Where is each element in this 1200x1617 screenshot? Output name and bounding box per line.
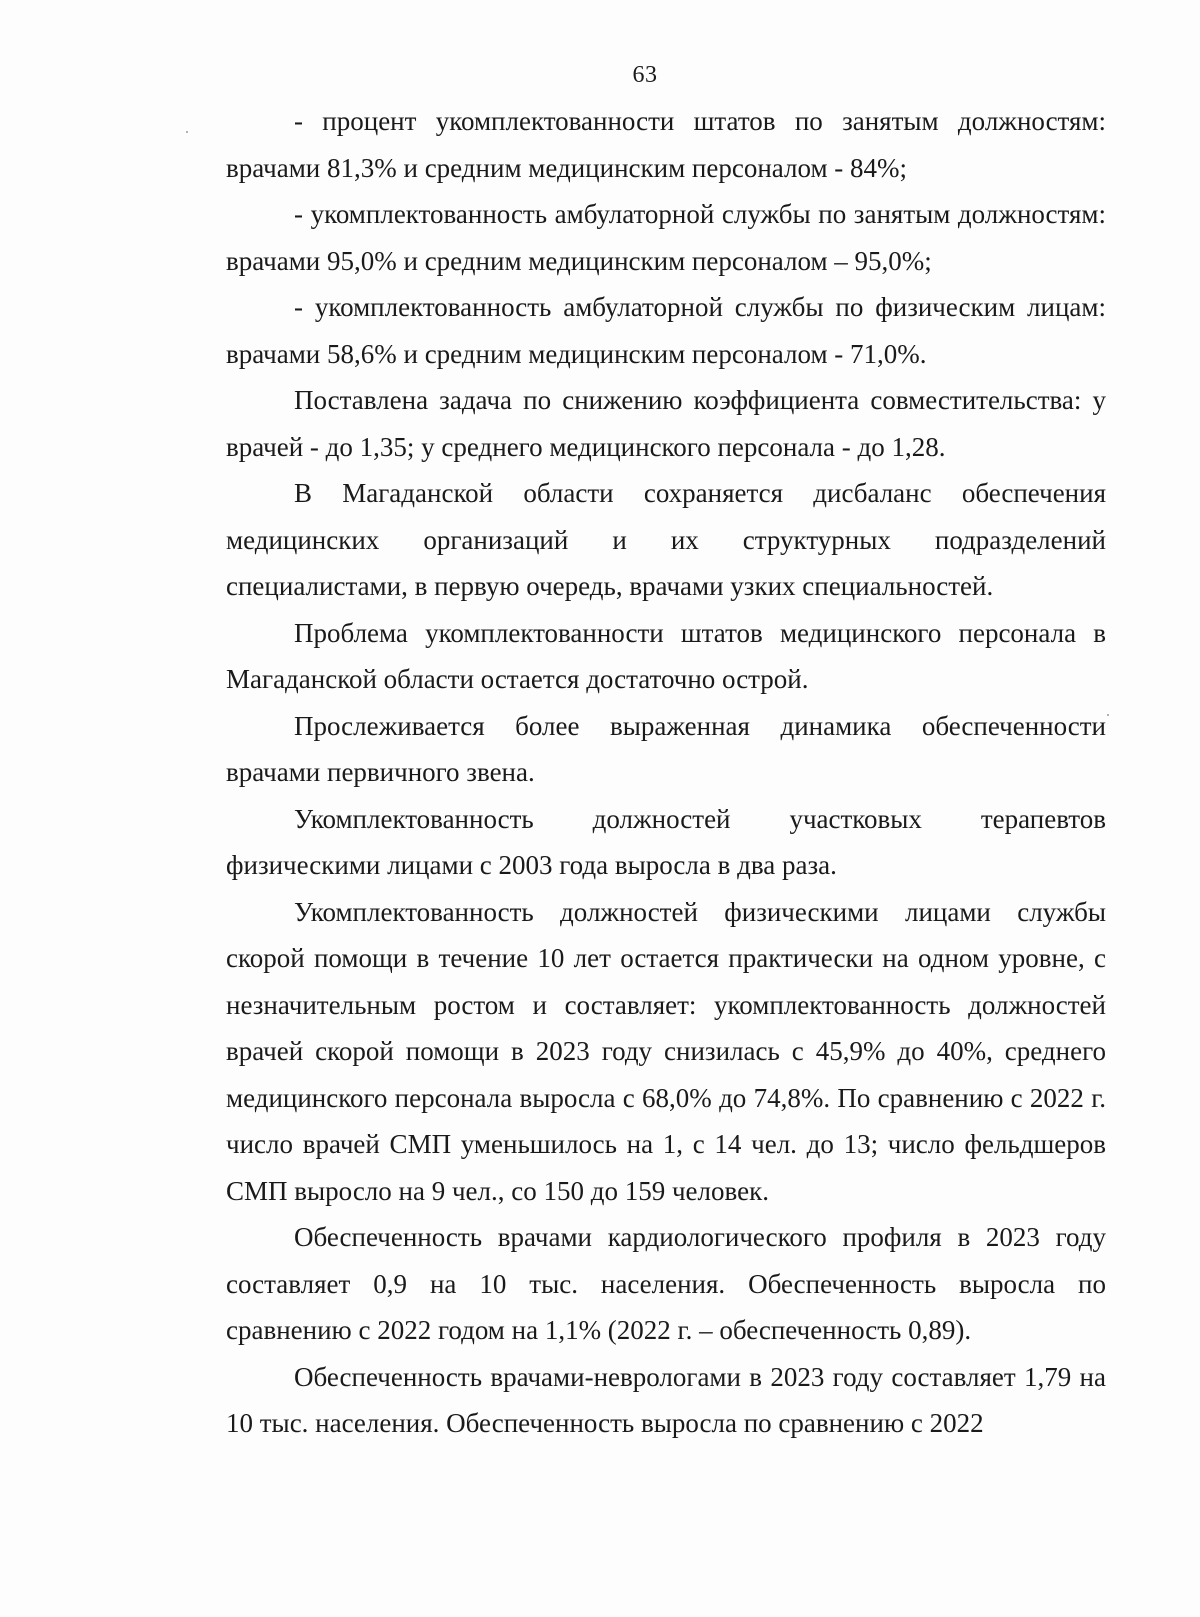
scan-speck <box>1107 714 1109 716</box>
page-number: 63 <box>632 62 658 88</box>
body-text <box>226 98 1106 1447</box>
scan-speck <box>186 131 188 133</box>
paragraph: Поставлена задача по снижению коэффициента совместительства: у врачей - до 1,35; у среднего медицинского персонала - до 1,28. <box>226 385 1106 462</box>
paragraph: - процент укомплектованности штатов по занятым должностям: врачами 81,3% и средним медицинским персоналом - 84%; <box>226 106 1106 183</box>
paragraph: Укомплектованность должностей физическими лицами службы скорой помощи в течение 10 лет остается практически на одном уровне, с незначительным ростом и составляет: укомплектованность должностей врачей скорой помощи в 2023 году снизилась с 45,9% до 40%, среднего медицинского персонала выросла с 68,0% до 74,8%. По сравнению с 2022 г. число врачей СМП уменьшилось на 1, с 14 чел. до 13; число фельдшеров СМП выросло на 9 чел., со 150 до 159 человек. <box>226 896 1106 1206</box>
paragraph: В Магаданской области сохраняется дисбаланс обеспечения медицинских организаций и их структурных подразделений специалистами, в первую очередь, врачами узких специальностей. <box>226 478 1106 601</box>
paragraph: Обеспеченность врачами кардиологического профиля в 2023 году составляет 0,9 на 10 тыс. населения. Обеспеченность выросла по сравнению с 2022 годом на 1,1% (2022 г. – обеспеченность 0,89). <box>226 1222 1106 1345</box>
paragraph: Прослеживается более выраженная динамика обеспеченности врачами первичного звена. <box>226 710 1106 787</box>
paragraph: - укомплектованность амбулаторной службы по занятым должностям: врачами 95,0% и средним медицинским персоналом – 95,0%; <box>226 199 1106 276</box>
paragraph: Проблема укомплектованности штатов медицинского персонала в Магаданской области остается достаточно острой. <box>226 617 1106 694</box>
paragraph: Укомплектованность должностей участковых терапевтов физическими лицами с 2003 года выросла в два раза. <box>226 803 1106 880</box>
paragraph: Обеспеченность врачами-неврологами в 2023 году составляет 1,79 на 10 тыс. населения. Обеспеченность выросла по сравнению с 2022 <box>226 1361 1106 1438</box>
paragraph: - укомплектованность амбулаторной службы по физическим лицам: врачами 58,6% и средним медицинским персоналом - 71,0%. <box>226 292 1106 369</box>
